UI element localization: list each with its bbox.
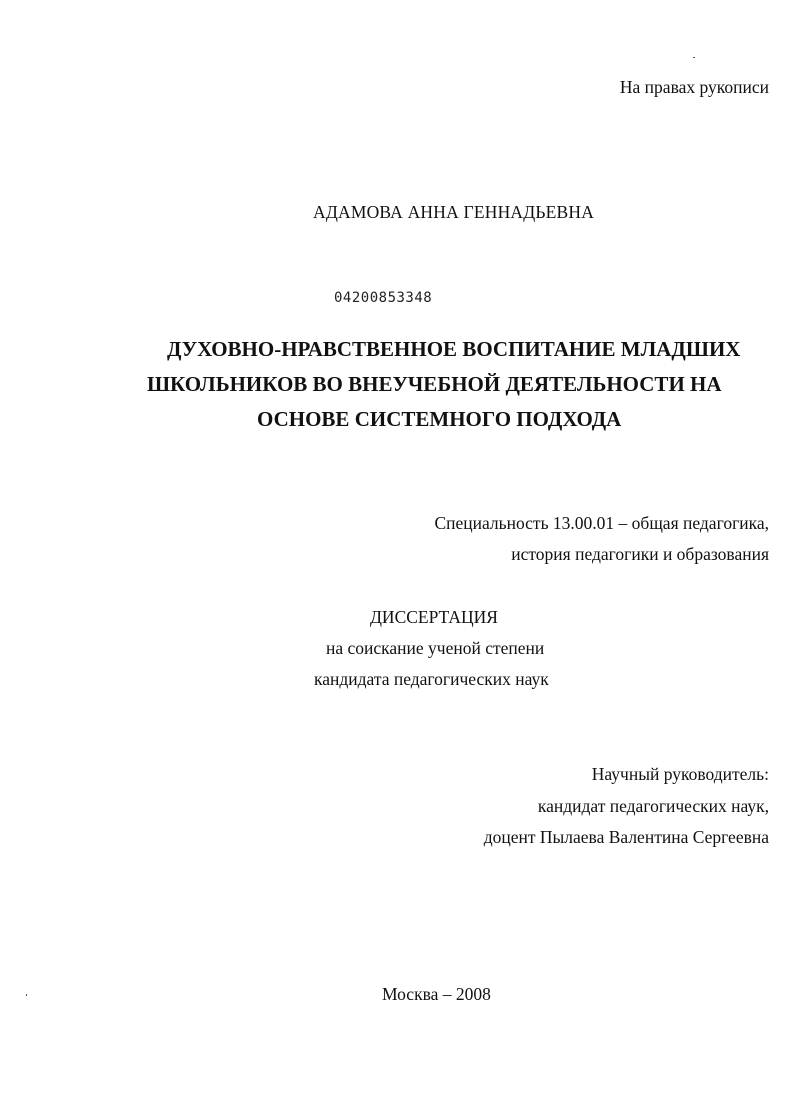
scan-speck	[26, 994, 27, 996]
specialty-line-2: история педагогики и образования	[511, 544, 769, 564]
specialty-line-1: Специальность 13.00.01 – общая педагогика,	[434, 513, 769, 533]
city-year: Москва – 2008	[382, 984, 491, 1004]
dissertation-heading: ДИССЕРТАЦИЯ	[370, 607, 498, 627]
author-name: АДАМОВА АННА ГЕННАДЬЕВНА	[313, 202, 595, 222]
degree-line-2: кандидата педагогических наук	[314, 669, 549, 689]
registry-number: 04200853348	[334, 290, 433, 306]
supervisor-name: доцент Пылаева Валентина Сергеевна	[483, 827, 769, 847]
supervisor-heading: Научный руководитель:	[591, 764, 769, 784]
degree-line-1: на соискание ученой степени	[326, 638, 545, 658]
thesis-title-line-2: ШКОЛЬНИКОВ ВО ВНЕУЧЕБНОЙ ДЕЯТЕЛЬНОСТИ НА	[147, 372, 722, 396]
rights-note: На правах рукописи	[619, 77, 769, 97]
supervisor-degree: кандидат педагогических наук,	[537, 796, 769, 816]
scan-speck	[693, 57, 695, 58]
thesis-title-line-1: ДУХОВНО-НРАВСТВЕННОЕ ВОСПИТАНИЕ МЛАДШИХ	[167, 337, 741, 361]
thesis-title-line-3: ОСНОВЕ СИСТЕМНОГО ПОДХОДА	[257, 407, 622, 431]
